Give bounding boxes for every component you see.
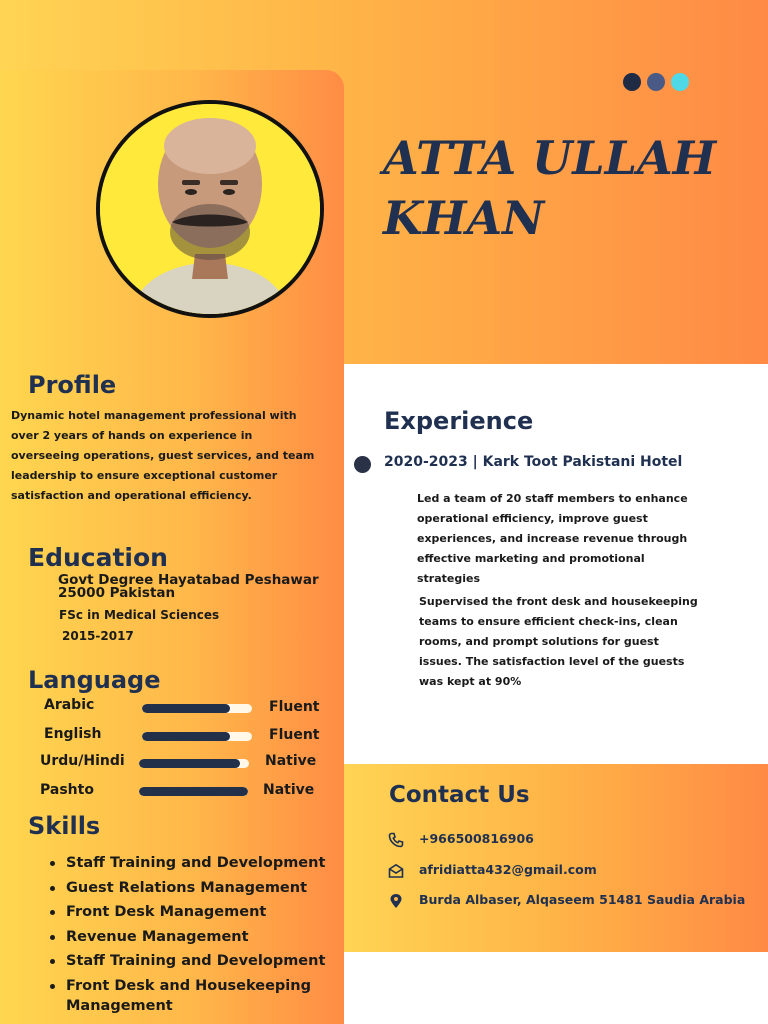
footer-panel <box>344 952 768 1024</box>
contact-heading: Contact Us <box>389 782 530 808</box>
experience-line: was kept at 90% <box>419 675 522 688</box>
education-years: 2015-2017 <box>62 629 134 643</box>
mail-icon <box>388 863 404 879</box>
language-name: Pashto <box>40 782 94 798</box>
skills-list <box>48 853 338 1016</box>
language-level-bar <box>142 704 252 713</box>
experience-line: Led a team of 20 staff members to enhance <box>417 492 688 505</box>
phone-icon <box>388 832 404 848</box>
language-level: Fluent <box>269 699 320 715</box>
experience-job-title: 2020-2023 | Kark Toot Pakistani Hotel <box>384 454 683 470</box>
name-line-1: ATTA ULLAH <box>383 131 717 185</box>
language-name: Urdu/Hindi <box>40 753 125 769</box>
language-name: Arabic <box>44 697 95 713</box>
language-level: Native <box>265 753 317 769</box>
profile-line: Dynamic hotel management professional with <box>11 409 297 422</box>
language-row <box>0 697 344 723</box>
experience-line: effective marketing and promotional <box>417 552 645 565</box>
language-level-bar <box>139 759 249 768</box>
language-row <box>0 782 344 808</box>
location-pin-icon <box>388 893 404 909</box>
language-level-fill <box>142 732 230 741</box>
profile-photo <box>96 100 324 318</box>
language-level-fill <box>142 704 230 713</box>
language-name: English <box>44 726 102 742</box>
contact-email <box>388 861 758 881</box>
language-level-bar <box>139 787 248 796</box>
experience-line: rooms, and prompt solutions for guest <box>419 635 659 648</box>
skill-item: Revenue Management <box>48 927 338 947</box>
skill-item: Staff Training and Development <box>48 853 338 873</box>
person-portrait-icon <box>100 104 320 314</box>
language-level-bar <box>142 732 252 741</box>
experience-heading: Experience <box>384 407 534 435</box>
language-level-fill <box>139 759 240 768</box>
profile-line: satisfaction and operational efficiency. <box>11 489 252 502</box>
experience-line: teams to ensure efficient check-ins, clean <box>419 615 678 628</box>
skill-item: Front Desk Management <box>48 902 338 922</box>
experience-line: experiences, and increase revenue through <box>417 532 688 545</box>
phone-number: +966500816906 <box>419 831 534 846</box>
education-school <box>58 574 319 600</box>
profile-line: over 2 years of hands on experience in <box>11 429 253 442</box>
language-heading: Language <box>28 666 161 694</box>
experience-paragraph <box>417 489 717 589</box>
education-heading: Education <box>28 543 168 572</box>
skill-item: Staff Training and Development <box>48 951 338 971</box>
language-row <box>0 753 344 779</box>
decor-dot-cyan <box>671 73 689 91</box>
skill-item-line: Front Desk and Housekeeping <box>66 977 311 994</box>
profile-line: overseeing operations, guest services, and team <box>11 449 315 462</box>
name-line-2: KHAN <box>383 191 545 245</box>
education-school-line: Govt Degree Hayatabad Peshawar <box>58 572 319 588</box>
skill-item: Guest Relations Management <box>48 878 338 898</box>
experience-line: strategies <box>417 572 481 585</box>
experience-paragraph <box>419 592 719 692</box>
experience-line: operational efficiency, improve guest <box>417 512 648 525</box>
skill-item-line: Management <box>66 997 173 1014</box>
language-level: Fluent <box>269 727 320 743</box>
contact-phone <box>388 830 758 850</box>
candidate-name <box>383 128 768 248</box>
experience-line: Supervised the front desk and housekeeping <box>419 595 698 608</box>
decor-dot-slate <box>647 73 665 91</box>
language-level: Native <box>263 782 315 798</box>
education-degree: FSc in Medical Sciences <box>59 608 220 622</box>
decor-dot-dark <box>623 73 641 91</box>
experience-line: issues. The satisfaction level of the guests <box>419 655 685 668</box>
contact-address <box>388 891 758 911</box>
profile-line: leadership to ensure exceptional customer <box>11 469 278 482</box>
timeline-dot-icon <box>354 456 371 473</box>
language-row <box>0 726 344 752</box>
email-address[interactable]: afridiatta432@gmail.com <box>419 862 597 877</box>
profile-heading: Profile <box>28 371 117 399</box>
language-level-fill <box>139 787 248 796</box>
postal-address: Burda Albaser, Alqaseem 51481 Saudia Arabia <box>419 892 746 907</box>
education-school-line: 25000 Pakistan <box>58 585 176 601</box>
skill-item <box>48 976 338 1016</box>
skills-heading: Skills <box>28 812 101 840</box>
profile-text <box>11 406 341 506</box>
